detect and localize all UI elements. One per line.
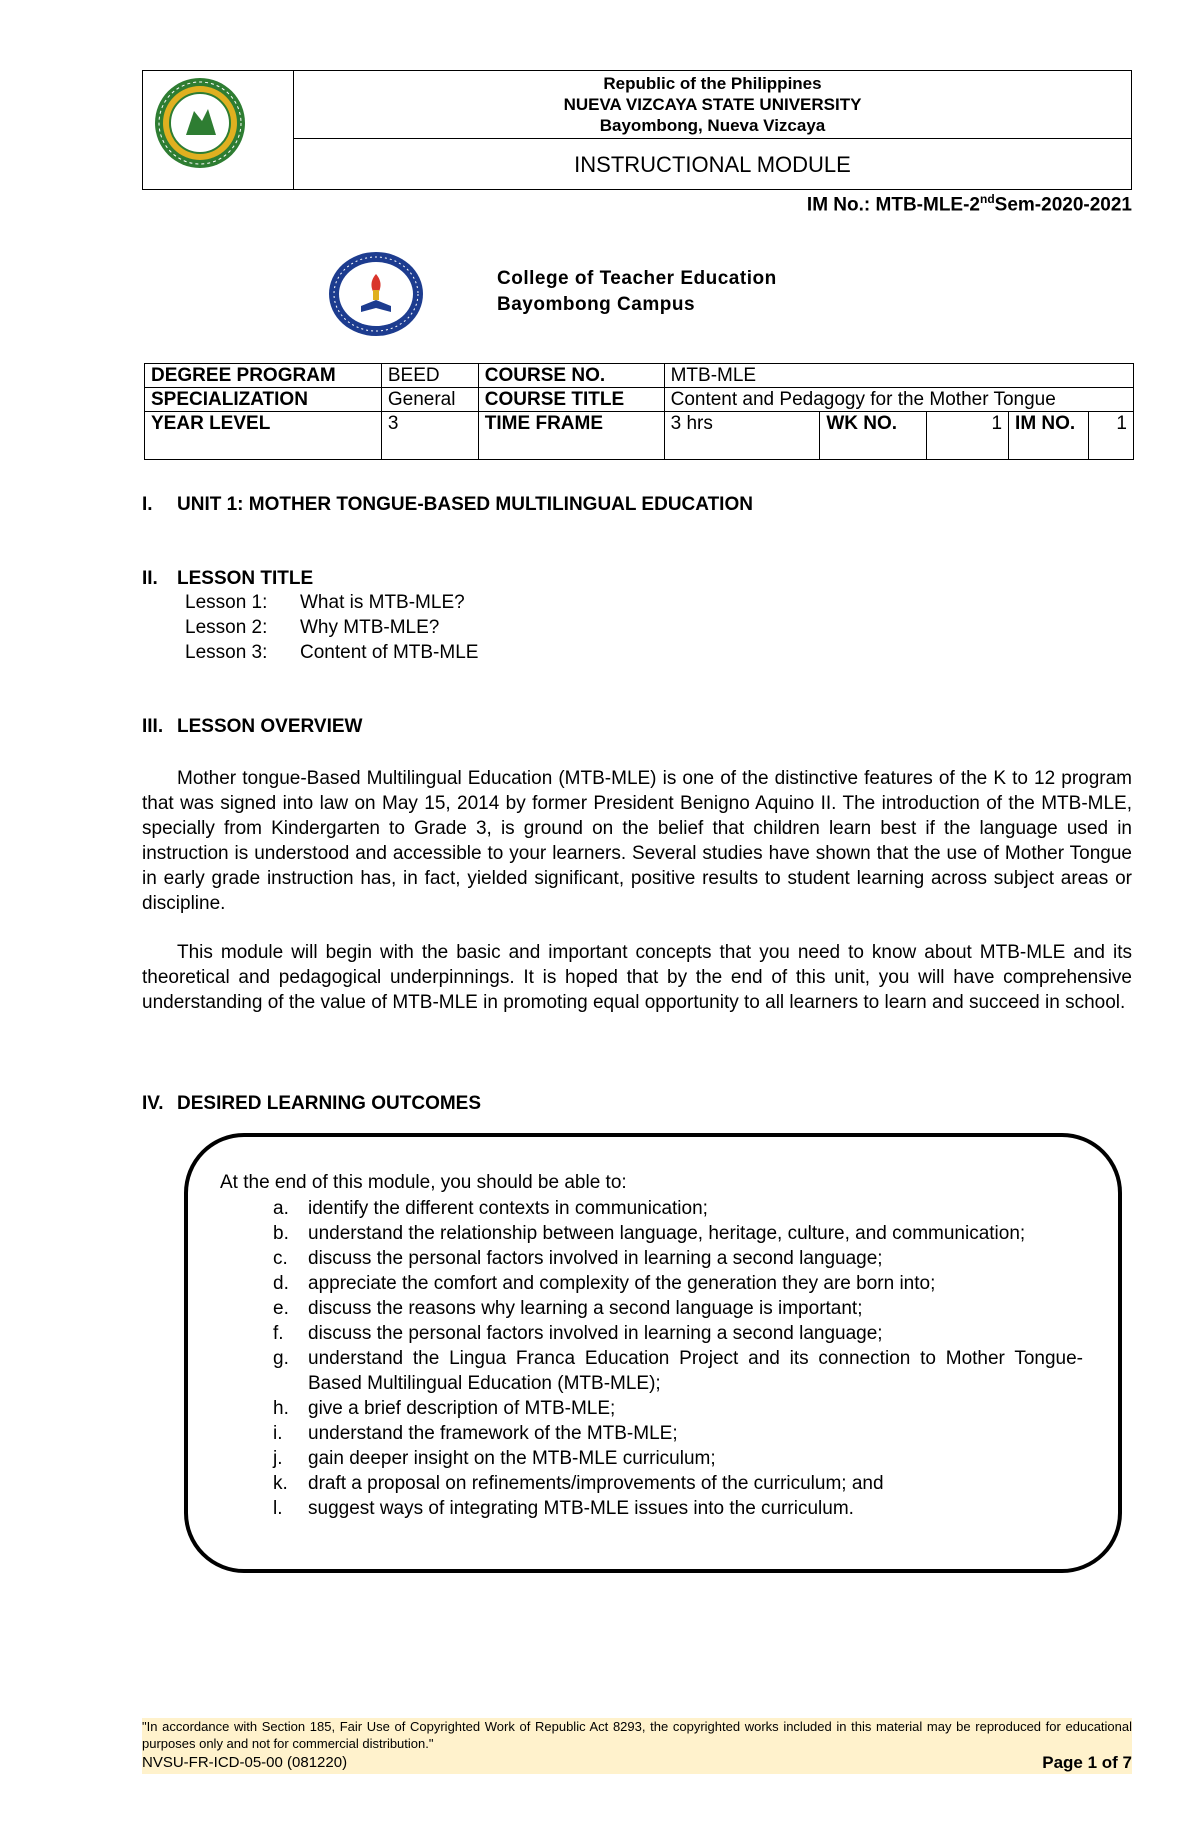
- nvsu-seal-icon: [150, 73, 250, 173]
- course-no-value: MTB-MLE: [664, 364, 1133, 388]
- wk-no-label: WK NO.: [820, 412, 927, 460]
- section-unit-heading: I. UNIT 1: MOTHER TONGUE-BASED MULTILINGUAL EDUCATION: [142, 494, 753, 515]
- im-number: IM No.: MTB-MLE-2ndSem-2020-2021: [806, 192, 1132, 216]
- course-info-table: [144, 363, 1134, 460]
- college-campus: Bayombong Campus: [497, 294, 696, 315]
- section-lesson-heading: II. LESSON TITLE: [142, 568, 314, 589]
- specialization-label: SPECIALIZATION: [145, 388, 382, 412]
- outcomes-intro: At the end of this module, you should be able to:: [220, 1172, 627, 1193]
- time-frame-value: 3 hrs: [664, 412, 820, 460]
- list-item: i. understand the framework of the MTB-MLE;: [273, 1423, 678, 1444]
- page-number: Page 1 of 7: [1042, 1753, 1132, 1772]
- time-frame-label: TIME FRAME: [478, 412, 664, 460]
- table-row: [145, 412, 1134, 460]
- degree-program-label: DEGREE PROGRAM: [145, 364, 382, 388]
- degree-program-value: BEED: [381, 364, 478, 388]
- course-no-label: COURSE NO.: [478, 364, 664, 388]
- year-level-label: YEAR LEVEL: [145, 412, 382, 460]
- republic-text: Republic of the Philippines: [603, 74, 822, 93]
- list-item: l. suggest ways of integrating MTB-MLE issues into the curriculum.: [273, 1498, 854, 1519]
- university-location: Bayombong, Nueva Vizcaya: [599, 116, 826, 135]
- list-item: b. understand the relationship between language, heritage, culture, and communication;: [273, 1223, 1026, 1244]
- im-no-label: IM NO.: [1009, 412, 1089, 460]
- section-outcomes-heading: IV. DESIRED LEARNING OUTCOMES: [142, 1093, 482, 1114]
- outcomes-list: [273, 1196, 1083, 1521]
- form-code: NVSU-FR-ICD-05-00 (081220): [142, 1754, 348, 1771]
- course-title-value: Content and Pedagogy for the Mother Tongue: [664, 388, 1133, 412]
- cte-seal-icon: [327, 250, 425, 338]
- table-row: [145, 364, 1134, 388]
- university-title-cell: [294, 71, 1131, 139]
- overview-paragraph-2: This module will begin with the basic and important concepts that you need to know about MTB-MLE and its theoretical and pedagogical underpinnings. It is hoped that by the end of this unit, you will have comprehensive understanding of the value of MTB-MLE in promoting equal opportunity to all learners to learn and succeed in school.: [142, 942, 1132, 1013]
- module-title: INSTRUCTIONAL MODULE: [574, 152, 851, 177]
- header-table: [142, 70, 1132, 190]
- section-overview-heading: III. LESSON OVERVIEW: [142, 716, 363, 737]
- list-item: d. appreciate the comfort and complexity of the generation they are born into;: [273, 1273, 936, 1294]
- list-item: e. discuss the reasons why learning a second language is important;: [273, 1298, 863, 1319]
- list-item: k. draft a proposal on refinements/improvements of the curriculum; and: [273, 1473, 884, 1494]
- table-row: [145, 388, 1134, 412]
- specialization-value: General: [381, 388, 478, 412]
- list-item: h. give a brief description of MTB-MLE;: [273, 1398, 616, 1419]
- list-item: f. discuss the personal factors involved in learning a second language;: [273, 1323, 883, 1344]
- list-item: g. understand the Lingua Franca Education Project and its connection to Mother Tongue-Based Multilingual Education (MTB-MLE);: [273, 1348, 1083, 1394]
- university-name: NUEVA VIZCAYA STATE UNIVERSITY: [563, 95, 862, 114]
- list-item: Lesson 1: What is MTB-MLE?: [185, 592, 465, 613]
- fair-use-note: "In accordance with Section 185, Fair Use of Copyrighted Work of Republic Act 8293, the copyrighted works included in this material may be reproduced for educational purposes only and not for commercial distribution.": [142, 1719, 1132, 1751]
- year-level-value: 3: [381, 412, 478, 460]
- list-item: Lesson 2: Why MTB-MLE?: [185, 617, 440, 638]
- overview-paragraph-1: Mother tongue-Based Multilingual Education (MTB-MLE) is one of the distinctive features of the K to 12 program that was signed into law on May 15, 2014 by former President Benigno Aquino II. The introduction of the MTB-MLE, specially from Kindergarten to Grade 3, is ground on the belief that children learn best if the language used in instruction is understood and accessible to your learners. Several studies have shown that the use of Mother Tongue in early grade instruction has, in fact, yielded significant, positive results to student learning across subject areas or discipline.: [142, 768, 1132, 914]
- college-block: [497, 266, 777, 318]
- list-item: j. gain deeper insight on the MTB-MLE curriculum;: [273, 1448, 716, 1469]
- university-logo-cell: [143, 71, 294, 189]
- wk-no-value: 1: [927, 412, 1009, 460]
- course-title-label: COURSE TITLE: [478, 388, 664, 412]
- list-item: Lesson 3: Content of MTB-MLE: [185, 642, 479, 663]
- list-item: c. discuss the personal factors involved in learning a second language;: [273, 1248, 883, 1269]
- im-no-value: 1: [1088, 412, 1133, 460]
- form-code-bar: [142, 1752, 1132, 1774]
- college-name: College of Teacher Education: [497, 268, 777, 289]
- list-item: a. identify the different contexts in communication;: [273, 1198, 708, 1219]
